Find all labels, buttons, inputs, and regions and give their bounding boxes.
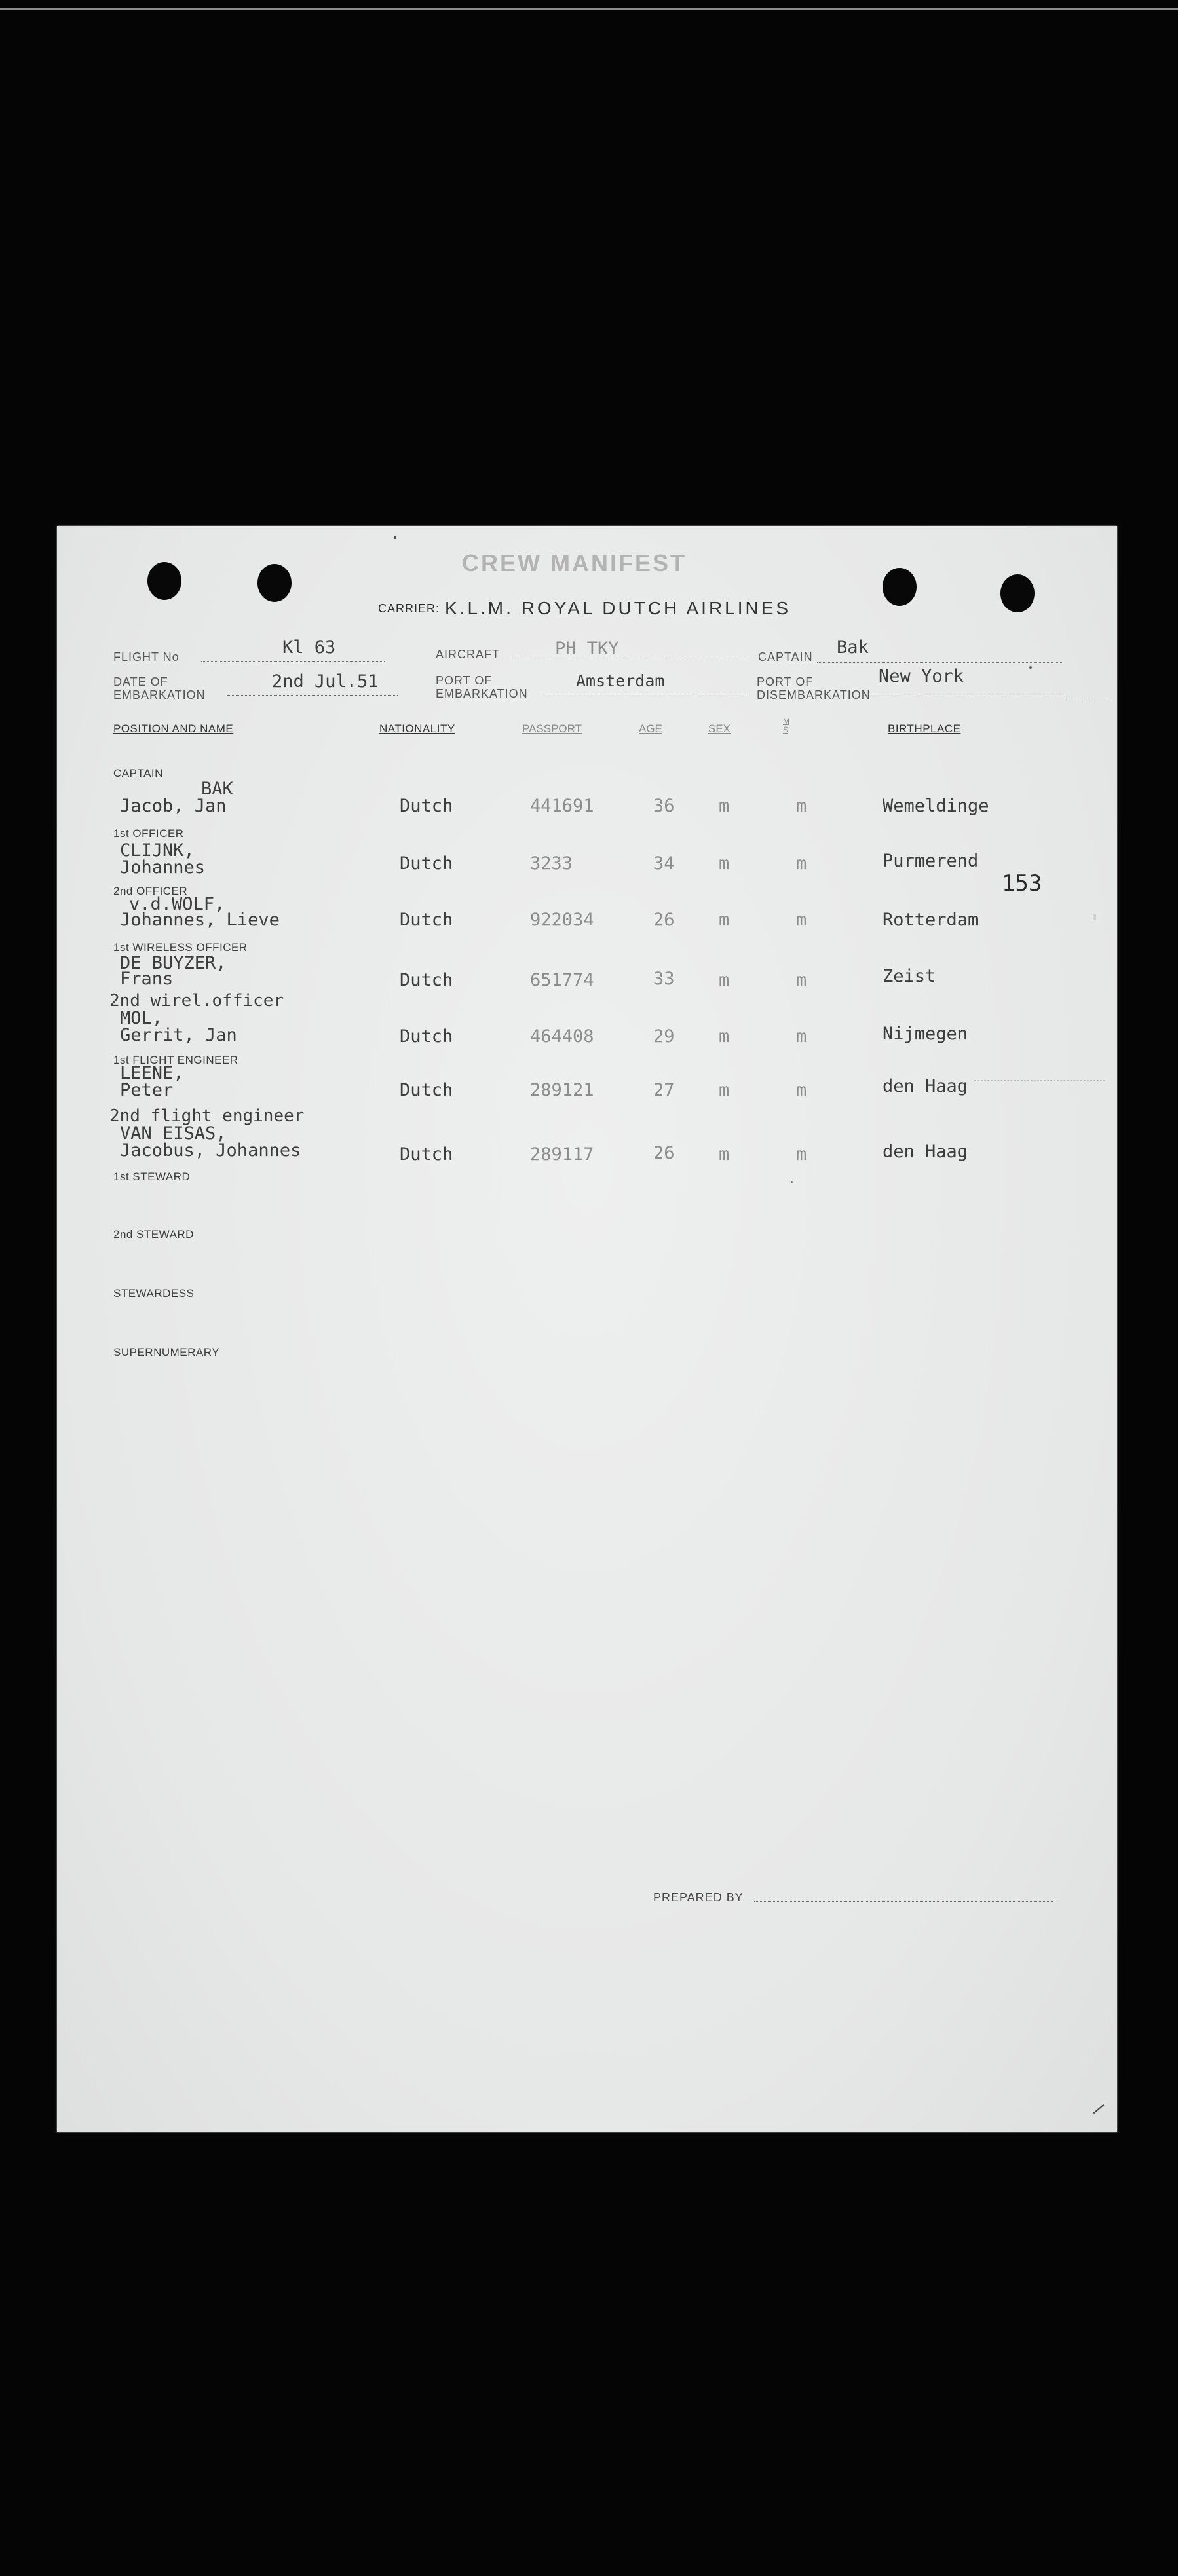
crew-passport: 651774 — [530, 970, 594, 990]
crew-passport: 289121 — [530, 1080, 594, 1100]
crew-given-names: Jacobus, Johannes — [120, 1140, 301, 1161]
punch-hole — [1000, 574, 1035, 612]
crew-surname: BAK — [201, 779, 233, 799]
role-supernumerary: SUPERNUMERARY — [113, 1346, 220, 1358]
col-marital-status: M S — [783, 717, 789, 734]
crew-nationality: Dutch — [400, 1080, 453, 1100]
crew-nationality: Dutch — [400, 853, 453, 874]
crew-nationality: Dutch — [400, 796, 453, 816]
prepared-by-label: PREPARED BY — [653, 1891, 744, 1904]
crew-age: 26 — [653, 910, 675, 930]
crew-manifest-page — [57, 526, 1117, 2132]
faint-dash — [974, 1080, 1105, 1081]
crew-surname: v.d.WOLF, — [129, 894, 225, 914]
crew-age: 34 — [653, 853, 675, 874]
crew-sex: m — [719, 1080, 730, 1100]
date-value: 2nd Jul.51 — [272, 671, 379, 692]
crew-marital-status: m — [796, 1144, 807, 1165]
role-first-wireless-officer: 1st WIRELESS OFFICER — [113, 941, 248, 954]
corner-mark — [1093, 2104, 1105, 2114]
crew-marital-status: m — [796, 853, 807, 874]
crew-passport: 922034 — [530, 910, 594, 930]
captain-value: Bak — [837, 637, 869, 658]
crew-birthplace: Purmerend — [883, 851, 979, 871]
crew-passport: 289117 — [530, 1144, 594, 1165]
crew-nationality: Dutch — [400, 1026, 453, 1047]
punch-hole — [257, 564, 292, 602]
flight-underline — [201, 661, 385, 662]
crew-marital-status: m — [796, 970, 807, 990]
crew-age: 36 — [653, 796, 675, 816]
crew-sex: m — [719, 796, 730, 816]
col-age: AGE — [639, 722, 662, 735]
role-first-steward: 1st STEWARD — [113, 1170, 191, 1183]
speck — [791, 1181, 793, 1183]
role-second-steward: 2nd STEWARD — [113, 1228, 194, 1241]
crew-given-names: Frans — [120, 969, 174, 989]
crew-age: 33 — [653, 969, 675, 989]
crew-birthplace: den Haag — [883, 1142, 968, 1162]
crew-given-names: Peter — [120, 1080, 174, 1100]
captain-underline — [817, 662, 1063, 663]
col-birthplace: BIRTHPLACE — [888, 722, 961, 735]
date-underline — [227, 695, 398, 696]
crew-surname: DE BUYZER, — [120, 953, 227, 973]
crew-birthplace: den Haag — [883, 1076, 968, 1096]
captain-label: CAPTAIN — [758, 650, 813, 663]
crew-marital-status: m — [796, 1080, 807, 1100]
col-passport: PASSPORT — [522, 722, 582, 735]
speck — [394, 536, 396, 539]
crew-sex: m — [719, 1026, 730, 1047]
flight-label: FLIGHT No — [113, 650, 180, 663]
crew-passport: 441691 — [530, 796, 594, 816]
crew-marital-status: m — [796, 1026, 807, 1047]
aircraft-value: PH TKY — [555, 639, 619, 659]
role-first-flight-engineer: 1st FLIGHT ENGINEER — [113, 1054, 238, 1066]
role-first-officer: 1st OFFICER — [113, 827, 184, 840]
manifest-title: CREW MANIFEST — [462, 550, 687, 576]
col-sex: SEX — [708, 722, 731, 735]
role-captain: CAPTAIN — [113, 767, 163, 779]
role-second-officer: 2nd OFFICER — [113, 885, 188, 897]
crew-nationality: Dutch — [400, 970, 453, 990]
port-disembarkation-label: PORT OF DISEMBARKATION — [757, 675, 871, 701]
crew-birthplace: Nijmegen — [883, 1024, 968, 1044]
port-disembarkation-value: New York — [879, 666, 964, 686]
crew-sex: m — [719, 853, 730, 874]
crew-birthplace: Wemeldinge — [883, 796, 989, 816]
carrier-label: CARRIER: — [378, 602, 440, 615]
role-second-flight-engineer: 2nd flight engineer — [109, 1106, 305, 1126]
crew-given-names: Johannes, Lieve — [120, 910, 280, 930]
crew-nationality: Dutch — [400, 1144, 453, 1165]
crew-surname: VAN EISAS, — [120, 1123, 227, 1144]
col-nationality: NATIONALITY — [379, 722, 455, 735]
crew-surname: CLIJNK, — [120, 840, 195, 861]
aircraft-label: AIRCRAFT — [436, 648, 500, 661]
punch-hole — [147, 562, 181, 600]
speck — [1029, 666, 1032, 669]
crew-birthplace: Rotterdam — [883, 910, 979, 930]
role-stewardess: STEWARDESS — [113, 1287, 195, 1299]
role-second-wireless-officer: 2nd wirel.officer — [109, 991, 284, 1011]
prepared-by-underline — [754, 1901, 1055, 1902]
col-position-name: POSITION AND NAME — [113, 722, 234, 735]
crew-sex: m — [719, 970, 730, 990]
crew-marital-status: m — [796, 796, 807, 816]
crew-sex: m — [719, 910, 730, 930]
crew-birthplace: Zeist — [883, 966, 936, 986]
scan-border-line — [0, 8, 1178, 10]
date-label: DATE OF EMBARKATION — [113, 675, 206, 701]
crew-nationality: Dutch — [400, 910, 453, 930]
crew-sex: m — [719, 1144, 730, 1165]
crew-marital-status: m — [796, 910, 807, 930]
crew-age: 27 — [653, 1080, 675, 1100]
crew-surname: LEENE, — [120, 1063, 184, 1083]
port-embarkation-value: Amsterdam — [576, 671, 665, 690]
crew-passport: 3233 — [530, 853, 573, 874]
carrier-value: K.L.M. ROYAL DUTCH AIRLINES — [445, 598, 791, 618]
edge-mark — [1093, 914, 1096, 920]
stamped-number: 153 — [1002, 870, 1042, 897]
crew-age: 26 — [653, 1143, 675, 1163]
port-embarkation-label: PORT OF EMBARKATION — [436, 674, 528, 700]
crew-passport: 464408 — [530, 1026, 594, 1047]
crew-surname: MOL, — [120, 1008, 163, 1028]
flight-value: Kl 63 — [282, 637, 336, 658]
crew-given-names: Gerrit, Jan — [120, 1025, 237, 1045]
punch-hole — [883, 568, 917, 606]
crew-given-names: Johannes — [120, 857, 206, 878]
crew-given-names: Jacob, Jan — [120, 796, 227, 816]
crew-age: 29 — [653, 1026, 675, 1047]
